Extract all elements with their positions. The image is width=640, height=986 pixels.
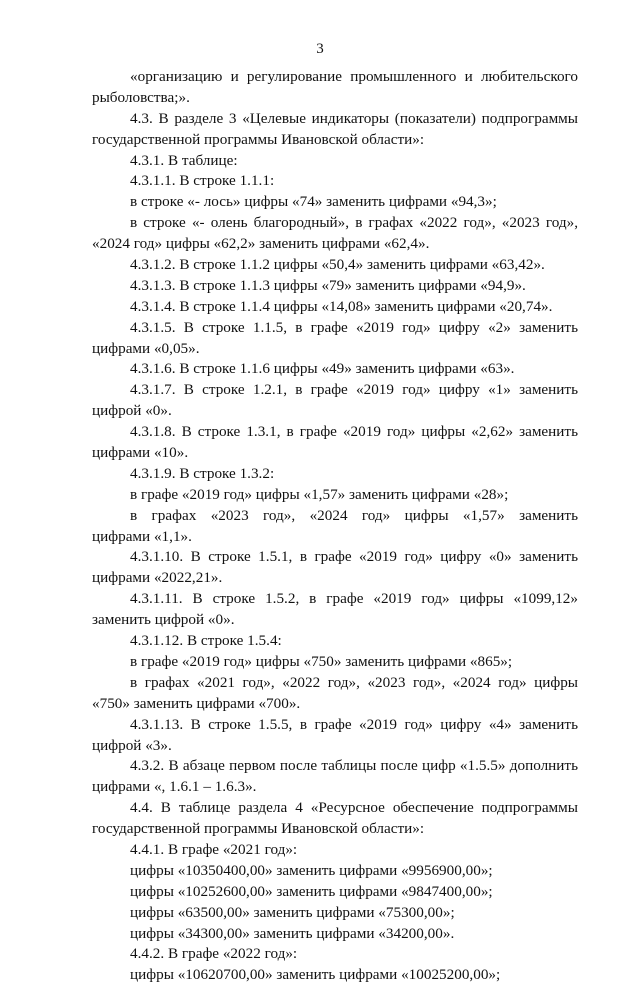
text-line: цифры «10350400,00» заменить цифрами «9956900,00»; <box>130 861 493 879</box>
text-line: в строке «- олень благородный», в графах «2022 год», «2023 год», <box>130 214 578 232</box>
text-line: цифры «10252600,00» заменить цифрами «9847400,00»; <box>130 882 493 900</box>
text-line: 4.3.1.12. В строке 1.5.4: <box>130 632 282 650</box>
text-line: цифрами «1,1». <box>92 527 192 545</box>
text-line: 4.3.1.3. В строке 1.1.3 цифры «79» заменить цифрами «94,9». <box>130 276 526 294</box>
text-line: государственной программы Ивановской области»: <box>92 130 425 148</box>
text-line: в графе «2019 год» цифры «1,57» заменить цифрами «28»; <box>130 485 509 503</box>
text-line: в графах «2021 год», «2022 год», «2023 год», «2024 год» цифры <box>130 673 578 691</box>
text-line: в графе «2019 год» цифры «750» заменить цифрами «865»; <box>130 652 513 670</box>
text-line: цифрой «0». <box>92 402 172 420</box>
text-line: 4.3.2. В абзаце первом после таблицы после цифр «1.5.5» дополнить <box>130 757 578 775</box>
text-line: 4.3.1.11. В строке 1.5.2, в графе «2019 год» цифры «1099,12» <box>130 590 578 608</box>
text-line: цифры «10620700,00» заменить цифрами «10025200,00»; <box>130 966 501 984</box>
text-line: рыболовства;». <box>92 88 190 106</box>
text-line: цифры «63500,00» заменить цифрами «75300,00»; <box>130 903 455 921</box>
text-line: 4.4. В таблице раздела 4 «Ресурсное обеспечение подпрограммы <box>130 799 578 817</box>
text-line: 4.3.1.7. В строке 1.2.1, в графе «2019 год» цифру «1» заменить <box>130 381 578 399</box>
text-line: 4.3.1.9. В строке 1.3.2: <box>130 464 275 482</box>
text-line: 4.4.2. В графе «2022 год»: <box>130 945 298 963</box>
text-line: 4.3.1.13. В строке 1.5.5, в графе «2019 год» цифру «4» заменить <box>130 715 578 733</box>
text-line: цифрой «3». <box>92 736 172 754</box>
text-line: 4.3. В разделе 3 «Целевые индикаторы (показатели) подпрограммы <box>130 109 578 127</box>
text-line: 4.3.1.8. В строке 1.3.1, в графе «2019 год» цифры «2,62» заменить <box>130 423 578 441</box>
text-line: цифрами «0,05». <box>92 339 200 357</box>
page-number: 3 <box>316 41 324 57</box>
text-line: в графах «2023 год», «2024 год» цифры «1,57» заменить <box>130 506 578 524</box>
document-body <box>92 67 578 986</box>
text-line: 4.3.1.2. В строке 1.1.2 цифры «50,4» заменить цифрами «63,42». <box>130 256 545 274</box>
text-line: государственной программы Ивановской области»: <box>92 820 425 838</box>
text-line: 4.3.1.1. В строке 1.1.1: <box>130 172 275 190</box>
text-line: 4.3.1.5. В строке 1.1.5, в графе «2019 год» цифру «2» заменить <box>130 318 578 336</box>
text-line: 4.3.1.6. В строке 1.1.6 цифры «49» заменить цифрами «63». <box>130 360 515 378</box>
text-line: 4.3.1.4. В строке 1.1.4 цифры «14,08» заменить цифрами «20,74». <box>130 297 553 315</box>
text-line: 4.4.1. В графе «2021 год»: <box>130 840 298 858</box>
text-line: 4.3.1. В таблице: <box>130 151 238 169</box>
text-line: заменить цифрой «0». <box>92 611 235 629</box>
text-line: «750» заменить цифрами «700». <box>92 694 301 712</box>
text-line: цифрами «10». <box>92 444 189 462</box>
text-line: в строке «- лось» цифры «74» заменить цифрами «94,3»; <box>130 193 497 211</box>
text-line: цифрами «2022,21». <box>92 569 223 587</box>
text-line: «организацию и регулирование промышленного и любительского <box>130 68 578 85</box>
text-line: цифры «34300,00» заменить цифрами «34200,00». <box>130 924 455 942</box>
text-line: «2024 год» цифры «62,2» заменить цифрами «62,4». <box>92 235 430 253</box>
text-line: 4.3.1.10. В строке 1.5.1, в графе «2019 год» цифру «0» заменить <box>130 548 578 566</box>
text-line: цифрами «, 1.6.1 – 1.6.3». <box>92 778 257 796</box>
